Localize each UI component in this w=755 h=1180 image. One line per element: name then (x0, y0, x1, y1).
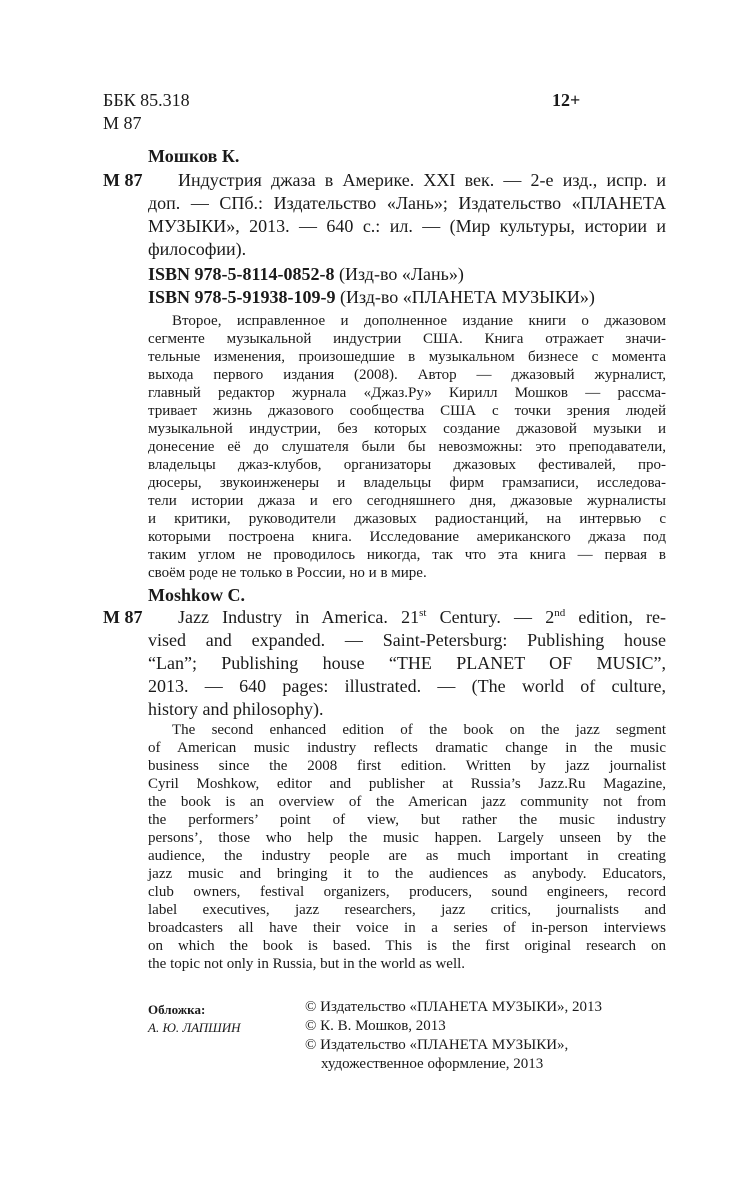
en-annotation-line: broadcasters all have their voice in a series of in-person interviews (148, 920, 666, 936)
en-title-mid: Century. — 2 (426, 607, 555, 627)
en-annotation-line: the book is an overview of the American jazz community not from (148, 794, 666, 810)
ru-desc-line: доп. — СПб.: Издательство «Лань»; Издательство «ПЛАНЕТА (148, 193, 666, 213)
copyright-line-cont: художественное оформление, 2013 (321, 1056, 544, 1072)
ru-annotation-line: владельцы джаз-клубов, организаторы джазовых фестивалей, про- (148, 457, 666, 473)
ru-annotation-line: главный редактор журнала «Джаз.Ру» Кирилл Мошков — рассма- (148, 385, 666, 401)
ru-annotation-line: которыми построена книга. Исследование американского джаза под (148, 529, 666, 545)
ru-annotation-line: выхода первого издания (2008). Автор — джазовый журналист, (148, 367, 666, 383)
ru-annotation-line: тели истории джаза и его сегодняшнего дня, джазовые журналисты (148, 493, 666, 509)
en-sup-nd: nd (554, 607, 566, 619)
ru-annotation-line: тривает жизнь джазового сообщества США с точки зрения людей (148, 403, 666, 419)
ru-index: М 87 (103, 170, 143, 190)
ru-desc-line: философии). (148, 239, 247, 259)
isbn-line (148, 287, 595, 308)
copyright-line: © К. В. Мошков, 2013 (305, 1018, 446, 1034)
ru-annotation-line: своём роде не только в России, но и в мире. (148, 565, 427, 581)
ru-annotation-line: тельные изменения, произошедшие в музыкальном бизнесе с момента (148, 349, 666, 365)
en-desc-line: “Lan”; Publishing house “THE PLANET OF MUSIC”, (148, 653, 666, 673)
en-annotation-line: The second enhanced edition of the book on the jazz segment (172, 722, 666, 738)
ru-annotation-line: музыкальной индустрии, без которых создание джазовой музыки и (148, 421, 666, 437)
en-annotation-line: business since the 2008 first edition. Written by jazz journalist (148, 758, 666, 774)
copyright-line: © Издательство «ПЛАНЕТА МУЗЫКИ», 2013 (305, 999, 603, 1015)
en-desc-line: history and philosophy). (148, 699, 324, 719)
ru-annotation-line: и критики, руководители джазовых радиостанций, на интервью с (148, 511, 666, 527)
isbn-publisher: (Изд-во «ПЛАНЕТА МУЗЫКИ») (340, 287, 595, 307)
bbk-code: ББК 85.318 (103, 90, 190, 110)
ru-desc-line: МУЗЫКИ», 2013. — 640 с.: ил. — (Мир культуры, истории и (148, 216, 666, 236)
ru-annotation-line: донесение её до слушателя были бы невозможны: это преподаватели, (148, 439, 666, 455)
ru-author: Мошков К. (148, 146, 240, 166)
cover-artist: А. Ю. ЛАПШИН (148, 1020, 241, 1035)
age-rating: 12+ (552, 90, 581, 110)
en-annotation-line: club owners, festival organizers, producers, sound engineers, record (148, 884, 666, 900)
en-title-pre: Jazz Industry in America. 21 (178, 607, 420, 627)
en-annotation-line: jazz music and bringing it to the audiences as anybody. Educators, (148, 866, 666, 882)
en-annotation-line: on which the book is based. This is the first original research on (148, 938, 666, 954)
en-sup-st: st (419, 607, 427, 619)
isbn-number: ISBN 978-5-8114-0852-8 (148, 264, 335, 284)
ru-annotation-line: таким углом не проводилось никогда, так что эта книга — первая в (148, 547, 666, 563)
en-desc-line: vised and expanded. — Saint-Petersburg: Publishing house (148, 630, 666, 650)
en-index: М 87 (103, 607, 143, 627)
en-annotation-line: the topic not only in Russia, but in the world as well. (148, 956, 466, 972)
en-annotation-line: audience, the industry people are as much important in creating (148, 848, 666, 864)
ru-annotation-line: Второе, исправленное и дополненное издание книги о джазовом (172, 313, 666, 329)
en-title-line (178, 607, 666, 628)
en-annotation-line: Cyril Moshkow, editor and publisher at Russia’s Jazz.Ru Magazine, (148, 776, 666, 792)
copyright-line: © Издательство «ПЛАНЕТА МУЗЫКИ», (305, 1037, 569, 1053)
en-annotation-line: of American music industry reflects dramatic change in the music (148, 740, 666, 756)
author-mark: М 87 (103, 113, 142, 133)
en-title-post: edition, re- (565, 607, 666, 627)
cover-label: Обложка: (148, 1002, 206, 1017)
en-annotation-line: persons’, those who help the music happen. Largely unseen by the (148, 830, 666, 846)
ru-annotation-line: сегменте музыкальной индустрии США. Книга отражает значи- (148, 331, 666, 347)
en-annotation-line: label executives, jazz researchers, jazz critics, journalists and (148, 902, 666, 918)
ru-desc-line: Индустрия джаза в Америке. XXI век. — 2-е изд., испр. и (178, 170, 666, 190)
isbn-line (148, 264, 464, 285)
ru-annotation-line: дюсеры, звукоинженеры и владельцы фирм грамзаписи, исследова- (148, 475, 666, 491)
isbn-number: ISBN 978-5-91938-109-9 (148, 287, 336, 307)
en-author: Moshkow C. (148, 585, 246, 605)
isbn-publisher: (Изд-во «Лань») (339, 264, 464, 284)
en-annotation-line: the performers’ point of view, but rather the music industry (148, 812, 666, 828)
en-desc-line: 2013. — 640 pages: illustrated. — (The world of culture, (148, 676, 666, 696)
